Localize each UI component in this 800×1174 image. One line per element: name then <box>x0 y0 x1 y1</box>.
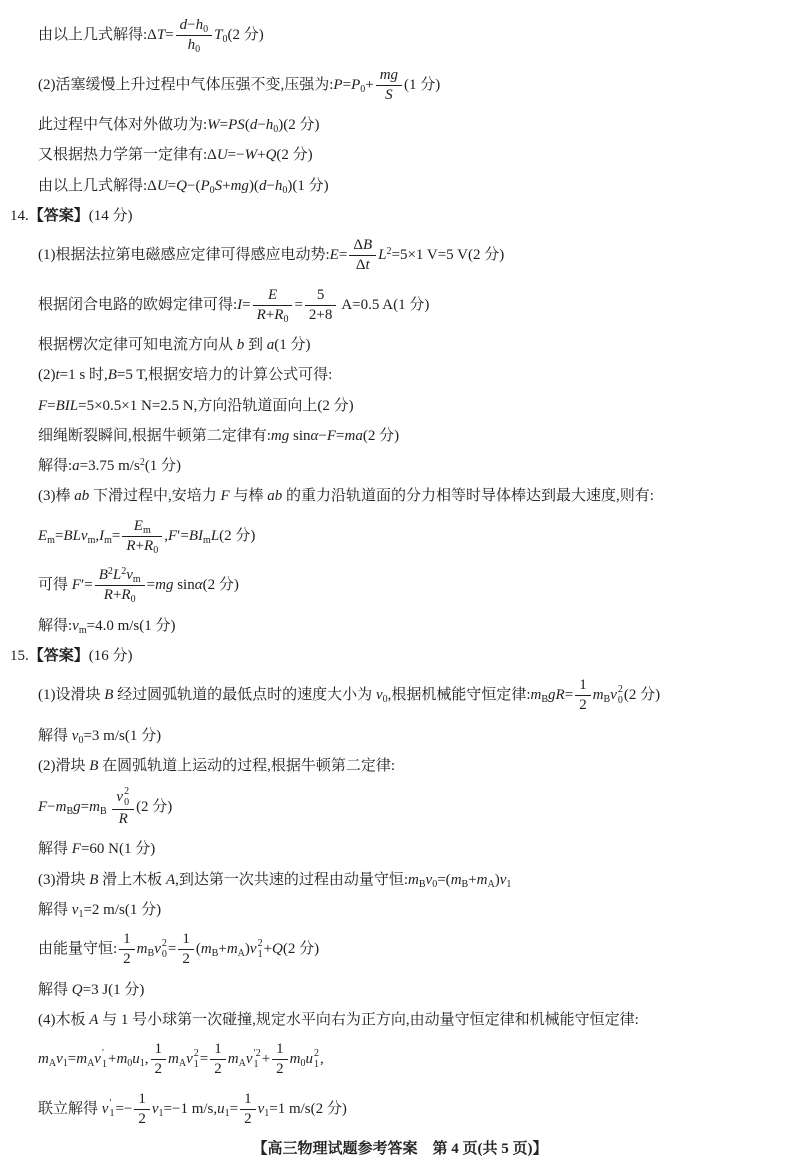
math-variable: m <box>116 1051 128 1068</box>
fraction-numerator: ΔB <box>349 237 376 256</box>
stack-subscript: 1 <box>101 1058 107 1070</box>
subscript: 0 <box>282 184 288 196</box>
superscript: 2 <box>107 566 113 577</box>
fraction-numerator <box>376 67 402 86</box>
subscript: B <box>211 948 219 960</box>
subscript: 1 <box>78 908 84 920</box>
math-variable: m <box>289 1051 301 1068</box>
math-variable: v <box>151 1100 159 1117</box>
math-variable: Q <box>272 941 283 958</box>
math-variable: T <box>156 27 166 44</box>
math-variable: E <box>38 527 48 544</box>
math-variable: v <box>72 617 79 634</box>
math-variable: h <box>195 17 204 33</box>
math-variable: B <box>107 367 117 384</box>
math-variable: a <box>72 458 80 474</box>
math-variable: m <box>226 941 238 958</box>
math-variable: P <box>351 76 361 93</box>
math-variable: t <box>55 367 60 384</box>
subscript: m <box>104 534 112 546</box>
subscript: B <box>147 948 155 960</box>
math-variable: t <box>365 257 370 274</box>
math-variable: L <box>378 247 387 264</box>
fraction-numerator: 1 <box>151 1041 167 1060</box>
fraction-denominator <box>176 36 212 54</box>
math-variable: BLv <box>63 527 88 544</box>
subscript: A <box>87 1058 95 1070</box>
subscript: 1 <box>224 1107 230 1119</box>
math-variable: I <box>99 527 105 544</box>
subscript: 0 <box>360 83 366 95</box>
math-variable: m <box>136 941 148 958</box>
subscript: B <box>603 694 611 706</box>
bold-text: 【答案】 <box>28 647 89 664</box>
subscript: 0 <box>153 544 159 556</box>
line-13-du-result: 由以上几式解得$:\Delta U=Q-(P_0S+mg)(d-h_0)(1$ 分) <box>38 177 329 196</box>
subscript: 0 <box>283 313 289 325</box>
fraction-numerator: 1 <box>210 1041 226 1060</box>
fraction-denominator <box>376 86 402 104</box>
math-variable: L <box>210 527 220 544</box>
math-variable: L <box>112 567 122 583</box>
subscript: B <box>461 878 469 890</box>
math-variable: v <box>101 1100 109 1117</box>
stack-subscript: 1 <box>314 1058 319 1070</box>
superscript-subscript-stack <box>258 939 263 960</box>
math-variable: BI <box>188 527 204 544</box>
stack-superscript: ′ <box>109 1097 112 1109</box>
superscript-subscript-stack <box>124 787 129 808</box>
subscript: A <box>487 878 495 890</box>
fraction <box>176 17 212 55</box>
page-footer: 【高三物理试题参考答案 第 4 页(共 5 页)】 <box>252 1141 548 1157</box>
fraction-numerator: $d-h_0$ <box>176 17 212 36</box>
subscript: 1 <box>506 878 512 890</box>
math-variable: R <box>118 811 128 827</box>
math-variable: F <box>38 397 48 414</box>
math-variable: v <box>56 1051 63 1068</box>
subscript: 0 <box>203 24 209 35</box>
math-variable: m <box>38 1051 49 1068</box>
math-variable: ab <box>267 488 283 505</box>
math-variable: B <box>89 871 99 888</box>
math-variable: m <box>76 1051 88 1068</box>
math-variable: A <box>165 871 176 888</box>
fraction-numerator: 1 <box>272 1041 288 1060</box>
subscript: A <box>178 1058 187 1070</box>
fraction <box>240 1091 256 1129</box>
math-variable: PS <box>228 117 245 133</box>
math-variable: BIL <box>55 397 79 414</box>
math-variable: E <box>267 286 278 303</box>
superscript-subscript-stack <box>109 1099 114 1120</box>
subscript: A <box>48 1058 57 1070</box>
fraction-numerator <box>122 518 162 537</box>
math-variable: d <box>249 117 258 133</box>
math-variable: B <box>98 567 108 583</box>
fraction-denominator: 2 <box>154 1061 163 1078</box>
math-variable: α <box>194 577 203 594</box>
math-variable: m <box>55 799 67 816</box>
math-variable: v <box>94 1051 101 1068</box>
stack-superscript: 2 <box>617 684 623 696</box>
math-variable: T <box>214 27 223 44</box>
math-variable: F <box>71 841 81 858</box>
fraction-denominator: 2 <box>276 1061 284 1078</box>
fraction-denominator: 2+8 <box>308 306 333 323</box>
math-variable: Q <box>176 177 187 194</box>
fraction <box>122 518 162 556</box>
fraction <box>575 677 591 715</box>
stack-superscript: 2 <box>161 938 167 950</box>
fraction-numerator <box>253 287 293 306</box>
math-variable: v <box>425 871 433 888</box>
line-15-v0-result: 解得 $v_0=3$ m/s(1 分) <box>38 727 162 746</box>
math-variable: S <box>385 86 393 103</box>
fraction <box>349 237 376 275</box>
line-15-newton2: $F-m_Bg=m_B$ v 2 0 R (2 分) <box>38 786 173 827</box>
math-variable: v <box>71 727 79 744</box>
line-13-first-law: 又根据热力学第一定律有:ΔU=−W+Q(2 分) <box>38 147 313 164</box>
math-variable: P <box>200 177 210 194</box>
subscript: m <box>87 534 96 546</box>
fraction <box>112 787 134 828</box>
math-variable: F <box>71 577 81 594</box>
math-variable: α <box>310 427 319 444</box>
math-variable: v <box>499 871 507 888</box>
math-variable: R <box>274 306 284 323</box>
math-variable: m <box>227 1051 239 1068</box>
math-variable: a <box>266 337 275 353</box>
math-variable: m <box>476 871 488 888</box>
math-variable: v <box>71 901 79 918</box>
fraction-numerator <box>112 787 134 810</box>
subscript: m <box>203 534 211 546</box>
subscript: m <box>47 534 55 546</box>
math-variable: R <box>256 306 266 323</box>
math-variable: U <box>156 177 168 194</box>
line-14-ampere-force: F=BIL=5×0.5×1 N=2.5 N,方向沿轨道面向上(2 分) <box>38 397 354 414</box>
stack-subscript: 1 <box>257 948 263 960</box>
stack-subscript: 0 <box>161 948 167 960</box>
superscript-subscript-stack <box>102 1049 107 1070</box>
superscript-subscript-stack <box>314 1049 319 1070</box>
fraction-numerator: 1 <box>119 931 135 950</box>
line-14-2-given: (2)t=1 s 时,B=5 T,根据安培力的计算公式可得: <box>38 367 333 384</box>
math-variable: m <box>408 871 419 888</box>
subscript: 1 <box>62 1058 68 1070</box>
question-14-header: 14.【答案】(14 分) <box>10 207 133 224</box>
math-variable: R <box>126 537 136 554</box>
subscript: B <box>541 694 549 706</box>
math-variable: B <box>362 237 373 253</box>
math-variable: ab <box>74 488 90 505</box>
line-14-force-balance: 可得 F′= $\frac{B^2L^2v_m}{R+R_0}$ =mg sinα(2 分) <box>38 566 239 606</box>
math-variable: g <box>73 799 81 816</box>
line-15-f-result: 解得 F=60 N(1 分) <box>38 841 156 858</box>
math-variable: R <box>144 537 154 554</box>
line-15-3-momentum: (3)滑块 B 滑上木板 A,到达第一次共速的过程由动量守恒$:m_Bv_0=(m_B+m_A)v_1$ <box>38 871 512 890</box>
answer-lines <box>10 16 782 1129</box>
fraction <box>134 1091 150 1129</box>
fraction-numerator: 1 <box>134 1091 150 1110</box>
fraction-denominator: 2 <box>244 1110 252 1127</box>
line-15-final-result: 联立解得 v ′ 1 =− $\frac{1}{2}$ $v_1=-1$ $m/s,u_1=$ $\frac{1}{2}$ $v_1=1$ m/s(2 分) <box>38 1090 347 1127</box>
math-variable: B <box>104 687 114 704</box>
line-14-vm-result: 解得$:v_m=4.0$ m/s(1 分) <box>38 617 176 636</box>
math-variable: m <box>450 871 462 888</box>
math-variable: gR <box>548 687 565 704</box>
fraction-denominator: 2 <box>579 697 587 714</box>
math-variable: mg <box>379 66 399 83</box>
fraction <box>253 287 293 325</box>
math-variable: v <box>116 788 124 805</box>
stack-superscript: 2 <box>193 1048 199 1060</box>
math-variable: P <box>333 76 343 93</box>
line-15-2-desc: (2)滑块 B 在圆弧轨道上运动的过程,根据牛顿第二定律: <box>38 757 396 774</box>
math-variable: R <box>121 587 131 604</box>
math-variable: u <box>217 1100 225 1117</box>
math-variable: v <box>257 1100 265 1117</box>
fraction <box>95 567 145 605</box>
fraction-denominator: 2 <box>123 951 131 968</box>
fraction <box>305 287 336 325</box>
math-variable: m <box>592 687 604 704</box>
line-15-1-energy: (1)设滑块 B 经过圆弧轨道的最低点时的速度大小为 $v_0$,根据机械能守恒定律$:m_BgR=$ $\frac{1}{2}$ $m_Bv$ 2 0 (2 分) <box>38 677 661 714</box>
fraction-denominator <box>112 810 134 828</box>
subscript: 1 <box>139 1058 145 1070</box>
subscript: 0 <box>273 124 279 135</box>
math-variable: ma <box>344 427 363 444</box>
math-variable: W <box>207 117 220 133</box>
subscript: B <box>418 878 426 890</box>
fraction-denominator: 2 <box>138 1110 146 1127</box>
line-14-lenz-law: 根据楞次定律可知电流方向从 b 到 a(1 分) <box>38 337 311 353</box>
math-variable: m <box>530 687 542 704</box>
math-variable: h <box>265 117 274 133</box>
line-14-ohm-law: 根据闭合电路的欧姆定律可得:I= $\frac{E}{R+R_0}$ = $\frac{5}{2+8}$ A=0.5 A(1 分) <box>38 286 430 325</box>
stack-subscript: 0 <box>124 796 130 808</box>
fraction-numerator: 1 <box>575 677 591 696</box>
subscript: 1 <box>264 1107 270 1119</box>
fraction-denominator: $R+R_0$ <box>126 537 159 556</box>
subscript: m <box>132 574 141 585</box>
math-variable: F <box>220 488 230 505</box>
subscript: 0 <box>127 1058 133 1070</box>
bold-text: 【答案】 <box>28 207 89 224</box>
subscript: B <box>66 806 74 818</box>
superscript-subscript-stack <box>254 1049 261 1070</box>
fraction-denominator: 2 <box>214 1061 222 1078</box>
stack-superscript: 2 <box>124 786 130 797</box>
subscript: 0 <box>222 34 228 46</box>
fraction <box>119 931 135 969</box>
math-variable: B <box>89 757 99 774</box>
math-variable: v <box>610 687 617 704</box>
subscript: B <box>99 806 107 818</box>
subscript: 0 <box>130 594 136 606</box>
superscript-subscript-stack <box>618 685 623 706</box>
fraction-numerator: 1 <box>240 1091 256 1110</box>
subscript: 0 <box>432 878 438 890</box>
line-15-v1-result: 解得 $v_1=2$ m/s(1 分) <box>38 901 162 920</box>
fraction-numerator: 5 <box>305 287 336 306</box>
math-variable: m <box>168 1051 179 1068</box>
math-variable: mg <box>230 177 249 194</box>
superscript: 2 <box>386 246 392 258</box>
stack-subscript: 0 <box>617 694 623 706</box>
subscript: 0 <box>382 694 388 706</box>
stack-superscript: ′ <box>101 1048 105 1060</box>
line-15-collision-eqs: $m_Av_1=m_Av$ ′ 1 $+m_0u_1$, $\frac{1}{2}$ $m_Av$ 2 1 = $\frac{1}{2}$ $m_Av$ ′2 1 + $\frac{1}{2}$ $m_0u$ 2 1 , <box>38 1041 324 1078</box>
math-variable: E <box>133 517 143 534</box>
line-dt-result: 由以上几式解得:ΔT= $\frac{d-h_0}{h_0}$ $T_0(2$ 分) <box>38 17 264 56</box>
math-variable: mg <box>270 427 290 444</box>
superscript: 2 <box>139 457 145 468</box>
stack-superscript: ′2 <box>253 1048 261 1060</box>
math-variable: Q <box>71 981 83 998</box>
math-variable: m <box>89 799 100 816</box>
subscript: 1 <box>158 1107 164 1119</box>
fraction-numerator <box>95 567 145 586</box>
math-variable: W <box>244 147 258 164</box>
math-variable: U <box>216 147 228 164</box>
superscript-subscript-stack <box>194 1049 199 1070</box>
stack-superscript: 2 <box>314 1048 319 1060</box>
line-15-4-desc: (4)木板 A 与 1 号小球第一次碰撞,规定水平向右为正方向,由动量守恒定律和机械能守恒定律: <box>38 1011 639 1028</box>
fraction <box>178 931 194 969</box>
line-14-newton-second: 细绳断裂瞬间,根据牛顿第二定律有:mg sinα−F=ma(2 分) <box>38 427 400 444</box>
math-variable: I <box>237 296 243 313</box>
math-variable: A <box>89 1011 99 1028</box>
line-14-accel-result: 解得:a=3.75 $m/s^2(1$ 分) <box>38 457 182 474</box>
line-13-2-pressure: (2)活塞缓慢上升过程中气体压强不变,压强为$:P=P_0+$ $\frac{mg}{S}$ (1 分) <box>38 66 441 103</box>
math-variable: d <box>179 17 188 33</box>
line-13-work: 此过程中气体对外做功为$:W=PS(d-h_0)(2$ 分) <box>38 117 320 135</box>
math-variable: F <box>38 799 48 816</box>
math-variable: mg <box>155 577 174 594</box>
line-14-max-speed-eqs: $E_m=BLv_m,I_m=$ $\frac{E_m}{R+R_0}$ $,F'=BI_mL(2$ 分) <box>38 517 256 556</box>
stack-subscript: 1 <box>109 1108 115 1120</box>
math-variable: h <box>187 37 196 54</box>
subscript: 0 <box>78 734 84 746</box>
fraction-denominator: $R+R_0$ <box>103 587 136 606</box>
line-14-1-emf: (1)根据法拉第电磁感应定律可得感应电动势:E= $\frac{\Delta B}{\Delta t}$ $L^2=5\times 1$ V=5 V(2 分) <box>38 237 505 274</box>
math-variable: E <box>329 247 339 264</box>
math-variable: v <box>249 941 257 958</box>
subscript: m <box>142 524 151 536</box>
math-variable: Q <box>265 147 277 164</box>
stack-subscript: 1 <box>193 1058 199 1070</box>
fraction <box>210 1041 226 1079</box>
math-variable: S <box>214 177 223 194</box>
subscript: A <box>238 1058 246 1070</box>
fraction-denominator: Δt <box>355 257 370 274</box>
math-variable: F <box>326 427 337 444</box>
math-variable: u <box>305 1051 313 1068</box>
superscript: 2 <box>121 566 127 577</box>
math-variable: d <box>258 177 267 194</box>
math-variable: b <box>236 337 245 353</box>
subscript: 0 <box>209 184 215 196</box>
fraction <box>151 1041 167 1079</box>
line-15-q-result: 解得 Q=3 J(1 分) <box>38 981 145 998</box>
subscript: m <box>78 624 87 636</box>
line-15-energy-conservation: 由能量守恒: $\frac{1}{2}$ $m_Bv$ 2 0 = $\frac{1}{2}$ $(m_B+m_A)v$ 2 1 +Q(2 分) <box>38 931 320 968</box>
math-variable: v <box>126 567 133 583</box>
math-variable: R <box>103 587 113 604</box>
fraction-denominator: 2 <box>182 951 190 968</box>
subscript: 0 <box>195 44 201 56</box>
subscript: 0 <box>300 1058 306 1070</box>
fraction-denominator: $R+R_0$ <box>256 306 289 325</box>
math-variable: F <box>167 527 178 544</box>
stack-subscript: 1 <box>253 1058 259 1070</box>
line-14-3-desc: (3)棒 ab 下滑过程中,安培力 F 与棒 ab 的重力沿轨道面的分力相等时导体棒达到最大速度,则有: <box>38 488 654 505</box>
math-variable: v <box>154 941 161 958</box>
math-variable: u <box>132 1051 140 1068</box>
math-variable: m <box>200 941 212 958</box>
subscript: A <box>237 948 245 960</box>
fraction-numerator: 1 <box>178 931 194 950</box>
question-15-header: 15.【答案】(16 分) <box>10 647 133 664</box>
math-variable: h <box>274 177 283 194</box>
math-variable: v <box>186 1051 193 1068</box>
fraction <box>272 1041 288 1079</box>
stack-superscript: 2 <box>257 938 263 950</box>
math-variable: v <box>375 687 383 704</box>
superscript-subscript-stack <box>162 939 167 960</box>
fraction <box>376 67 402 105</box>
math-variable: v <box>245 1051 253 1068</box>
